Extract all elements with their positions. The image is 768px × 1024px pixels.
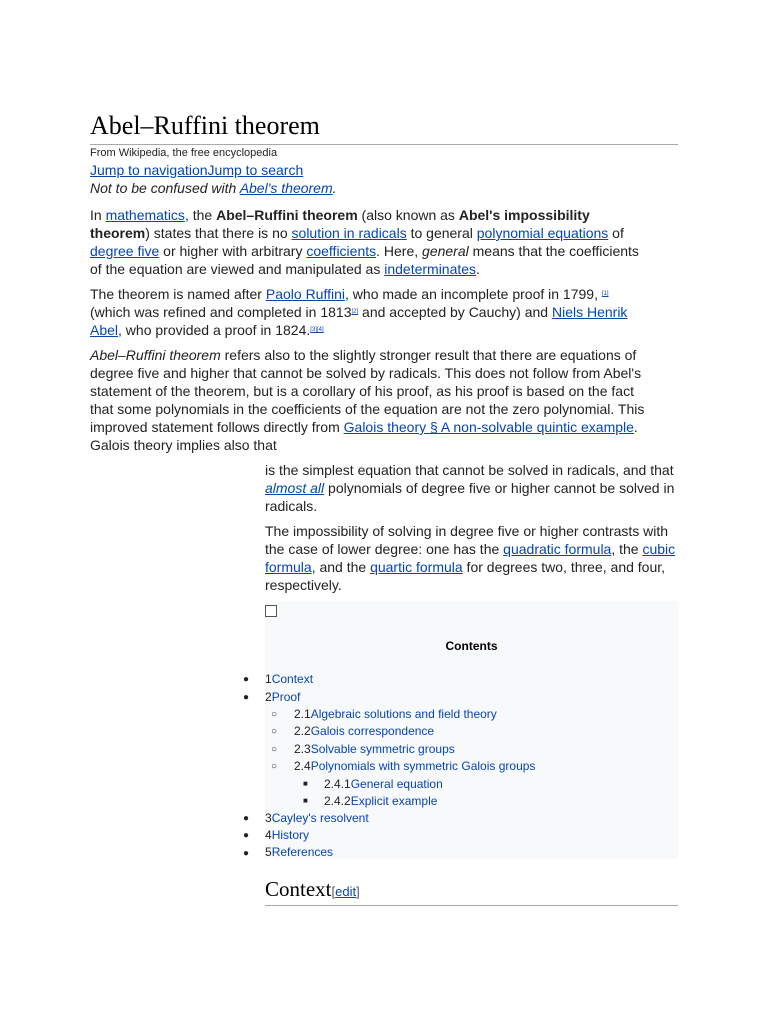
citation-1[interactable]: [1]: [601, 291, 609, 297]
citation-3-4[interactable]: [3][4]: [310, 327, 324, 333]
degree-five-link[interactable]: degree five: [90, 243, 160, 259]
circle-bullet-icon: ○: [271, 709, 278, 720]
tagline: From Wikipedia, the free encyclopedia: [90, 147, 278, 159]
bullet-icon: ●: [243, 848, 250, 859]
galois-theory-link[interactable]: Galois theory § A non-solvable quintic example: [343, 419, 634, 435]
simplest-equation-paragraph: is the simplest equation that cannot be solved in radicals, and that almost all polynomials of degree five or higher cannot be solved in radicals.: [265, 462, 675, 514]
mathematics-link[interactable]: mathematics: [105, 207, 185, 223]
polynomial-equations-link[interactable]: polynomial equations: [476, 225, 609, 241]
hatnote: Not to be confused with Abel's theorem.: [90, 180, 337, 196]
toc-item-solvable-symmetric-groups[interactable]: 2.3Solvable symmetric groups: [294, 742, 455, 756]
solution-in-radicals-link[interactable]: solution in radicals: [291, 225, 407, 241]
bullet-icon: ●: [243, 830, 250, 841]
naming-paragraph: The theorem is named after Paolo Ruffini, who made an incomplete proof in 1799, [1] (which was refined and completed in 1813[2] and accepted by Cauchy) and Niels Henrik Abel, who provided a proof in 1824.[3][4]: [90, 286, 628, 338]
toc-title: Contents: [445, 639, 498, 653]
page-title: Abel–Ruffini theorem: [90, 110, 678, 145]
paolo-ruffini-link[interactable]: Paolo Ruffini: [265, 286, 346, 302]
intro-paragraph: In mathematics, the Abel–Ruffini theorem (also known as Abel's impossibility theorem) states that there is no solution in radicals to general polynomial equations of degree five or higher with arbitrary coefficients. Here, general means that the coefficients of the equation are viewed and manipulated as indeterminates.: [90, 207, 639, 277]
toc-toggle-checkbox[interactable]: [265, 605, 277, 617]
quartic-formula-link[interactable]: quartic formula: [370, 559, 463, 575]
edit-section-link[interactable]: [edit]: [331, 884, 360, 899]
bullet-icon: ●: [243, 674, 250, 685]
coefficients-link[interactable]: coefficients: [306, 243, 377, 259]
lower-degree-paragraph: The impossibility of solving in degree five or higher contrasts with the case of lower degree: one has the quadratic formula, the cubic formula, and the quartic formula for degrees two, three, and four, respectively.: [265, 523, 676, 593]
circle-bullet-icon: ○: [271, 726, 278, 737]
abels-theorem-link[interactable]: Abel's theorem: [239, 180, 333, 196]
circle-bullet-icon: ○: [271, 744, 278, 755]
toc-item-algebraic-solutions[interactable]: 2.1Algebraic solutions and field theory: [294, 707, 497, 721]
jump-to-search-link[interactable]: Jump to search: [207, 162, 304, 178]
toc-item-general-equation[interactable]: 2.4.1General equation: [324, 777, 443, 791]
bullet-icon: ●: [243, 692, 250, 703]
jump-to-navigation-link[interactable]: Jump to navigation: [90, 162, 208, 178]
jump-links: [90, 162, 303, 178]
bullet-icon: ●: [243, 813, 250, 824]
toc-item-polynomials-symmetric-galois[interactable]: 2.4Polynomials with symmetric Galois groups: [294, 759, 536, 773]
cubic-formula-link[interactable]: cubic formula: [265, 541, 676, 575]
indeterminates-link[interactable]: indeterminates: [384, 261, 477, 277]
toc-item-galois-correspondence[interactable]: 2.2Galois correspondence: [294, 724, 435, 738]
stronger-result-paragraph: Abel–Ruffini theorem refers also to the slightly stronger result that there are equations of degree five and higher that cannot be solved by radicals. This does not follow from Abel's statement of the theorem, but is a corollary of his proof, as his proof is based on the fact that some polynomials in the coefficients of the equation are not the zero polynomial. This improved statement follows directly from Galois theory § A non-solvable quintic example. Galois theory implies also that: [90, 347, 645, 453]
toc-item-proof[interactable]: 2Proof: [265, 690, 301, 704]
quadratic-formula-link[interactable]: quadratic formula: [503, 541, 612, 557]
toc-item-references[interactable]: 5References: [265, 845, 334, 859]
toc-item-cayleys-resolvent[interactable]: 3Cayley's resolvent: [265, 811, 369, 825]
almost-all-link[interactable]: almost all: [265, 480, 325, 496]
toc-item-history[interactable]: 4History: [265, 828, 310, 842]
section-heading-context: Context[edit]: [265, 876, 678, 906]
niels-henrik-abel-link[interactable]: Niels Henrik Abel: [90, 304, 628, 338]
square-bullet-icon: ■: [303, 779, 308, 788]
circle-bullet-icon: ○: [271, 761, 278, 772]
citation-2[interactable]: [2]: [351, 309, 359, 315]
toc-item-context[interactable]: 1Context: [265, 672, 314, 686]
toc-item-explicit-example[interactable]: 2.4.2Explicit example: [324, 794, 438, 808]
square-bullet-icon: ■: [303, 796, 308, 805]
